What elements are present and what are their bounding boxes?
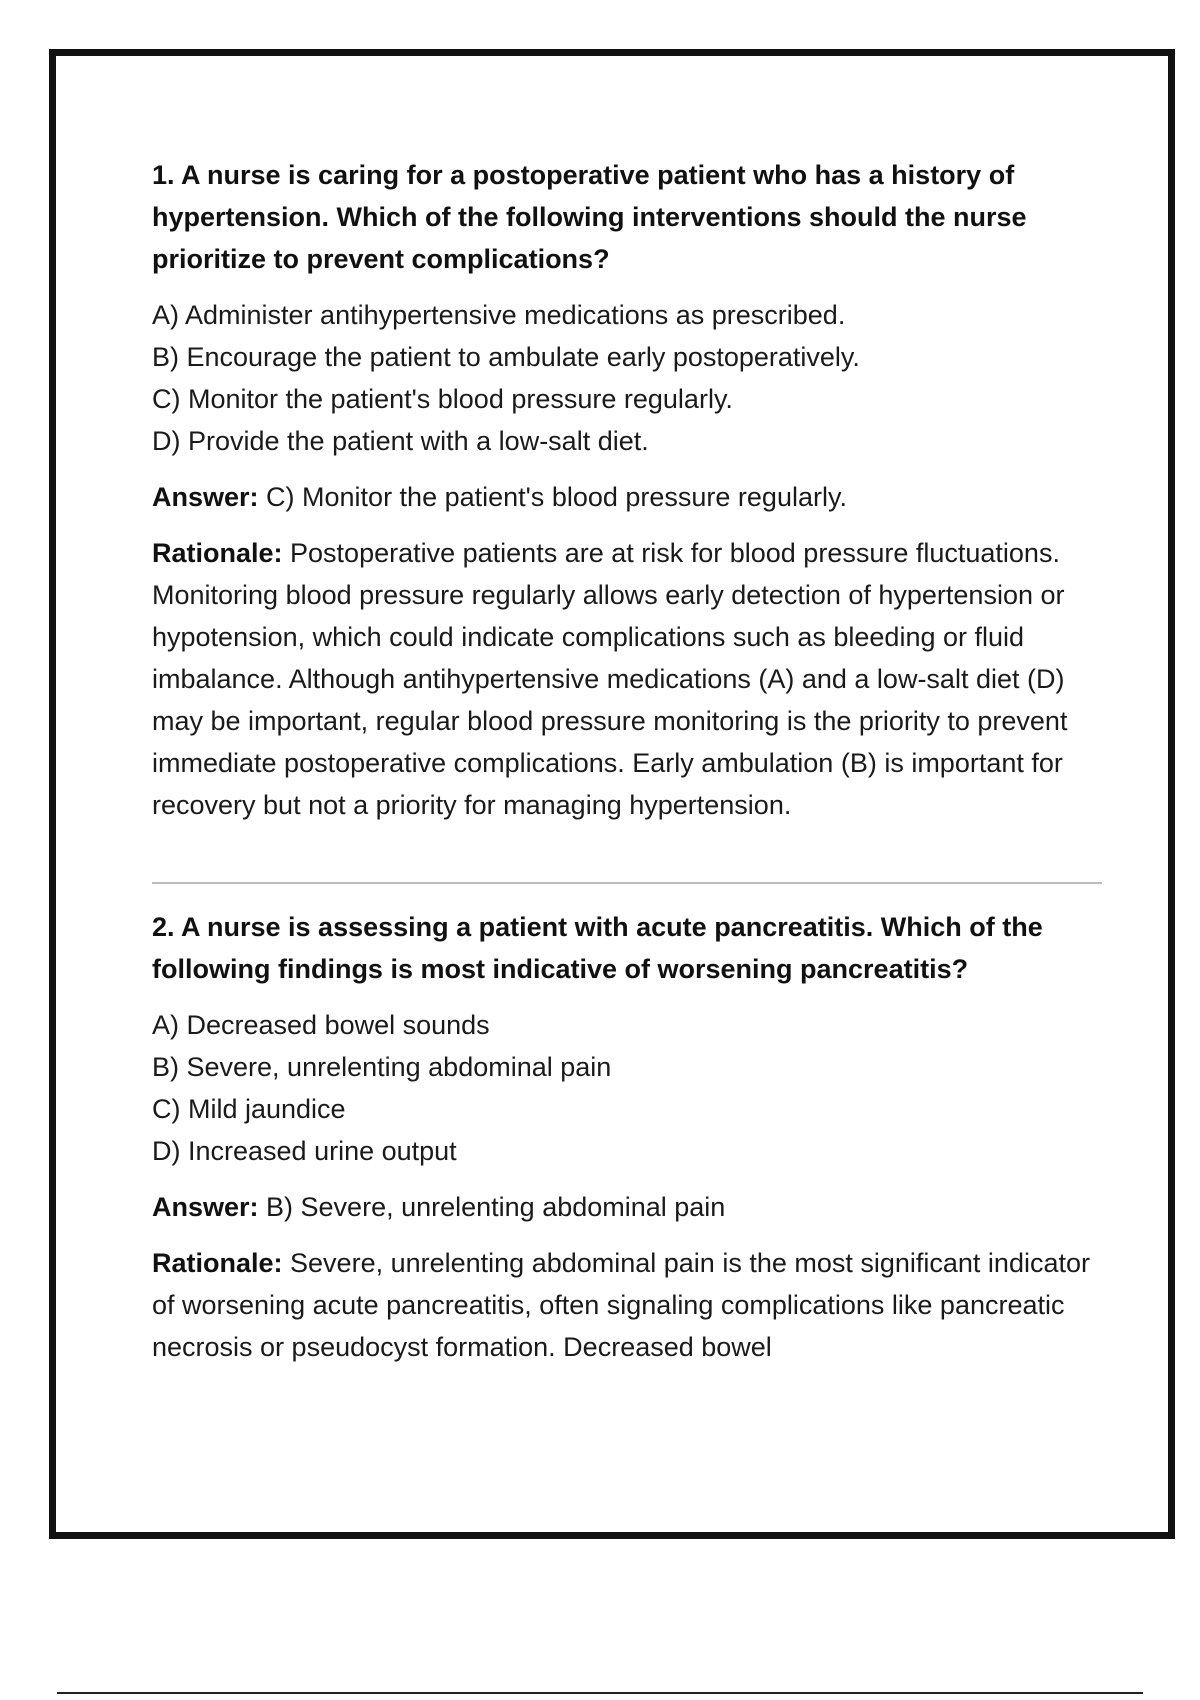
question-2-rationale [152,1242,1102,1368]
question-block-1 [152,154,1102,826]
document-content [152,154,1102,1382]
question-2-option-b: B) Severe, unrelenting abdominal pain [152,1052,612,1082]
question-1-option-b: B) Encourage the patient to ambulate early postoperatively. [152,342,860,372]
question-2-rationale-label: Rationale: [152,1248,283,1278]
question-2-answer-text: B) Severe, unrelenting abdominal pain [258,1192,726,1222]
question-1-answer-text: C) Monitor the patient's blood pressure regularly. [258,482,847,512]
question-1-text: 1. A nurse is caring for a postoperative patient who has a history of hypertension. Which of the following interventions should the nurse prioritize to prevent complications? [152,160,1027,274]
question-2-text: 2. A nurse is assessing a patient with acute pancreatitis. Which of the following findings is most indicative of worsening pancreatitis? [152,912,1043,984]
question-block-2 [152,906,1102,1368]
question-1-options [152,294,1102,462]
question-2-options [152,1004,1102,1172]
question-1-rationale [152,532,1102,826]
question-1-option-a: A) Administer antihypertensive medications as prescribed. [152,300,846,330]
question-divider [152,882,1102,884]
question-2-option-d: D) Increased urine output [152,1136,457,1166]
question-1-answer [152,476,1102,518]
question-1-option-c: C) Monitor the patient's blood pressure regularly. [152,384,733,414]
page-frame [49,49,1175,1539]
bottom-rule [57,1692,1143,1694]
question-2-answer-label: Answer: [152,1192,259,1222]
question-2-option-c: C) Mild jaundice [152,1094,346,1124]
question-1-option-d: D) Provide the patient with a low-salt diet. [152,426,649,456]
question-2-answer [152,1186,1102,1228]
question-2-rationale-text: Severe, unrelenting abdominal pain is the most significant indicator of worsening acute pancreatitis, often signaling complications like pancreatic necrosis or pseudocyst formation. Decreased bowel [152,1248,1090,1362]
question-1-answer-label: Answer: [152,482,259,512]
question-1-rationale-label: Rationale: [152,538,283,568]
question-2-option-a: A) Decreased bowel sounds [152,1010,490,1040]
question-1-rationale-text: Postoperative patients are at risk for blood pressure fluctuations. Monitoring blood pressure regularly allows early detection of hypertension or hypotension, which could indicate complications such as bleeding or fluid imbalance. Although antihypertensive medications (A) and a low-salt diet (D) may be important, regular blood pressure monitoring is the priority to prevent immediate postoperative complications. Early ambulation (B) is important for recovery but not a priority for managing hypertension. [152,538,1068,820]
